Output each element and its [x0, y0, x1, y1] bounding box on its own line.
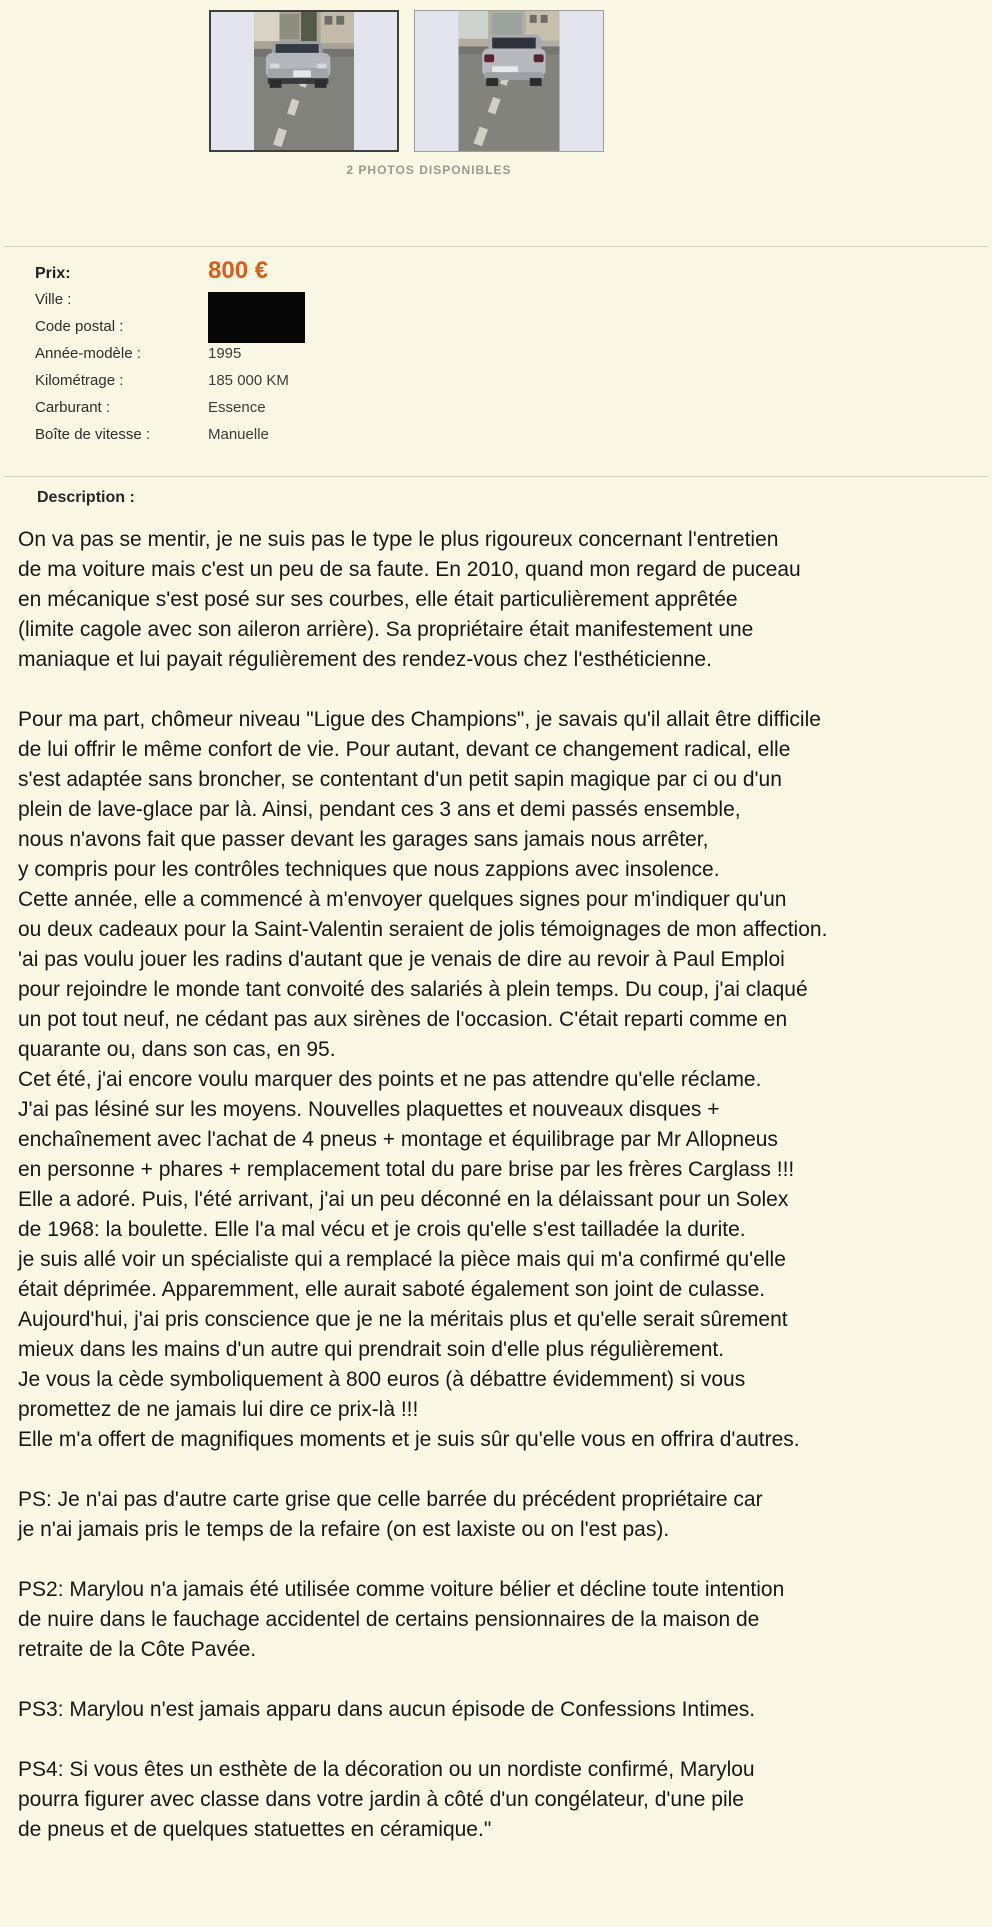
redacted-location-box	[208, 292, 305, 343]
description-line: de ma voiture mais c'est un peu de sa faute. En 2010, quand mon regard de puceau	[18, 558, 801, 581]
info-label: Ville :	[35, 291, 72, 308]
description-line: enchaînement avec l'achat de 4 pneus + montage et équilibrage par Mr Allopneus	[18, 1128, 778, 1151]
info-label: Prix:	[35, 265, 71, 282]
vehicle-info-table	[0, 247, 992, 467]
info-value: 185 000 KM	[208, 372, 289, 389]
description-line: PS3: Marylou n'est jamais apparu dans aucun épisode de Confessions Intimes.	[18, 1698, 756, 1721]
description-divider	[3, 476, 989, 477]
description-line: PS: Je n'ai pas d'autre carte grise que celle barrée du précédent propriétaire car	[18, 1488, 763, 1511]
description-paragraph-3	[18, 1575, 992, 1665]
description-line: ou deux cadeaux pour la Saint-Valentin seraient de jolis témoignages de mon affection.	[18, 918, 828, 941]
description-line: de lui offrir le même confort de vie. Pour autant, devant ce changement radical, elle	[18, 738, 791, 761]
description-paragraph-1	[18, 705, 992, 1455]
description-line: Pour ma part, chômeur niveau "Ligue des Champions", je savais qu'il allait être difficile	[18, 708, 821, 731]
info-row-1	[35, 291, 992, 318]
car-front-photo	[211, 12, 397, 150]
description-paragraph-2	[18, 1485, 992, 1545]
info-row-2	[35, 318, 992, 345]
description-line: était déprimée. Apparemment, elle aurait saboté également son joint de culasse.	[18, 1278, 766, 1301]
description-line: Je vous la cède symboliquement à 800 euros (à débattre évidemment) si vous	[18, 1368, 746, 1391]
description-line: Cet été, j'ai encore voulu marquer des points et ne pas attendre qu'elle réclame.	[18, 1068, 762, 1091]
description-line: Elle a adoré. Puis, l'été arrivant, j'ai un peu déconné en la délaissant pour un Solex	[18, 1188, 789, 1211]
description-line: de nuire dans le fauchage accidentel de certains pensionnaires de la maison de	[18, 1608, 760, 1631]
description-line: promettez de ne jamais lui dire ce prix-là !!!	[18, 1398, 419, 1421]
description-line: PS2: Marylou n'a jamais été utilisée comme voiture bélier et décline toute intention	[18, 1578, 785, 1601]
description-line: pour rejoindre le monde tant convoité des salariés à plein temps. Du coup, j'ai claqué	[18, 978, 808, 1001]
description-line: de pneus et de quelques statuettes en céramique."	[18, 1818, 492, 1841]
info-row-4	[35, 372, 992, 399]
description-line: nous n'avons fait que passer devant les garages sans jamais nous arrêter,	[18, 828, 709, 851]
description-line: On va pas se mentir, je ne suis pas le type le plus rigoureux concernant l'entretien	[18, 528, 779, 551]
description-line: en mécanique s'est posé sur ses courbes, elle était particulièrement apprêtée	[18, 588, 738, 611]
description-line: maniaque et lui payait régulièrement des rendez-vous chez l'esthéticienne.	[18, 648, 712, 671]
photos-count-label: 2 PHOTOS DISPONIBLES	[346, 163, 512, 177]
description-line: 'ai pas voulu jouer les radins d'autant que je venais de dire au revoir à Paul Emploi	[18, 948, 785, 971]
description-text	[0, 525, 992, 1845]
photo-gallery	[209, 0, 992, 152]
info-row-3	[35, 345, 992, 372]
description-line: Cette année, elle a commencé à m'envoyer quelques signes pour m'indiquer qu'un	[18, 888, 787, 911]
description-paragraph-5	[18, 1755, 992, 1845]
info-value: 1995	[208, 345, 242, 362]
info-label: Code postal :	[35, 318, 124, 335]
car-rear-photo	[415, 11, 603, 151]
description-line: J'ai pas lésiné sur les moyens. Nouvelles plaquettes et nouveaux disques +	[18, 1098, 720, 1121]
info-label: Carburant :	[35, 399, 111, 416]
info-label: Boîte de vitesse :	[35, 426, 151, 443]
description-line: PS4: Si vous êtes un esthète de la décoration ou un nordiste confirmé, Marylou	[18, 1758, 755, 1781]
description-line: (limite cagole avec son aileron arrière). Sa propriétaire était manifestement une	[18, 618, 754, 641]
description-line: un pot tout neuf, ne cédant pas aux sirènes de l'occasion. C'était reparti comme en	[18, 1008, 788, 1031]
description-line: quarante ou, dans son cas, en 95.	[18, 1038, 336, 1061]
description-line: Elle m'a offert de magnifiques moments et je suis sûr qu'elle vous en offrira d'autres.	[18, 1428, 800, 1451]
description-line: pourra figurer avec classe dans votre jardin à côté d'un congélateur, d'une pile	[18, 1788, 744, 1811]
description-line: de 1968: la boulette. Elle l'a mal vécu et je crois qu'elle s'est tailladée la durite.	[18, 1218, 746, 1241]
description-line: plein de lave-glace par là. Ainsi, pendant ces 3 ans et demi passés ensemble,	[18, 798, 741, 821]
description-line: je suis allé voir un spécialiste qui a remplacé la pièce mais qui m'a confirmé qu'elle	[18, 1248, 786, 1271]
info-value: Manuelle	[208, 426, 269, 443]
info-row-6	[35, 426, 992, 453]
info-label: Kilométrage :	[35, 372, 124, 389]
info-value: Essence	[208, 399, 266, 416]
description-line: Aujourd'hui, j'ai pris conscience que je ne la méritais plus et qu'elle serait sûrement	[18, 1308, 788, 1331]
description-line: retraite de la Côte Pavée.	[18, 1638, 257, 1661]
description-line: mieux dans les mains d'un autre qui prendrait soin d'elle plus régulièrement.	[18, 1338, 725, 1361]
info-row-0	[35, 257, 992, 291]
description-line: en personne + phares + remplacement total du pare brise par les frères Carglass !!!	[18, 1158, 795, 1181]
description-paragraph-4	[18, 1695, 992, 1725]
photo-thumbnail-front[interactable]	[209, 10, 399, 152]
description-line: je n'ai jamais pris le temps de la refaire (on est laxiste ou on l'est pas).	[18, 1518, 670, 1541]
description-header: Description :	[37, 489, 135, 506]
photo-thumbnail-rear[interactable]	[414, 10, 604, 152]
description-line: y compris pour les contrôles techniques que nous zappions avec insolence.	[18, 858, 720, 881]
description-line: s'est adaptée sans broncher, se contentant d'un petit sapin magique par ci ou d'un	[18, 768, 782, 791]
info-row-5	[35, 399, 992, 426]
info-label: Année-modèle :	[35, 345, 141, 362]
info-value: 800 €	[208, 257, 269, 284]
description-paragraph-0	[18, 525, 992, 675]
